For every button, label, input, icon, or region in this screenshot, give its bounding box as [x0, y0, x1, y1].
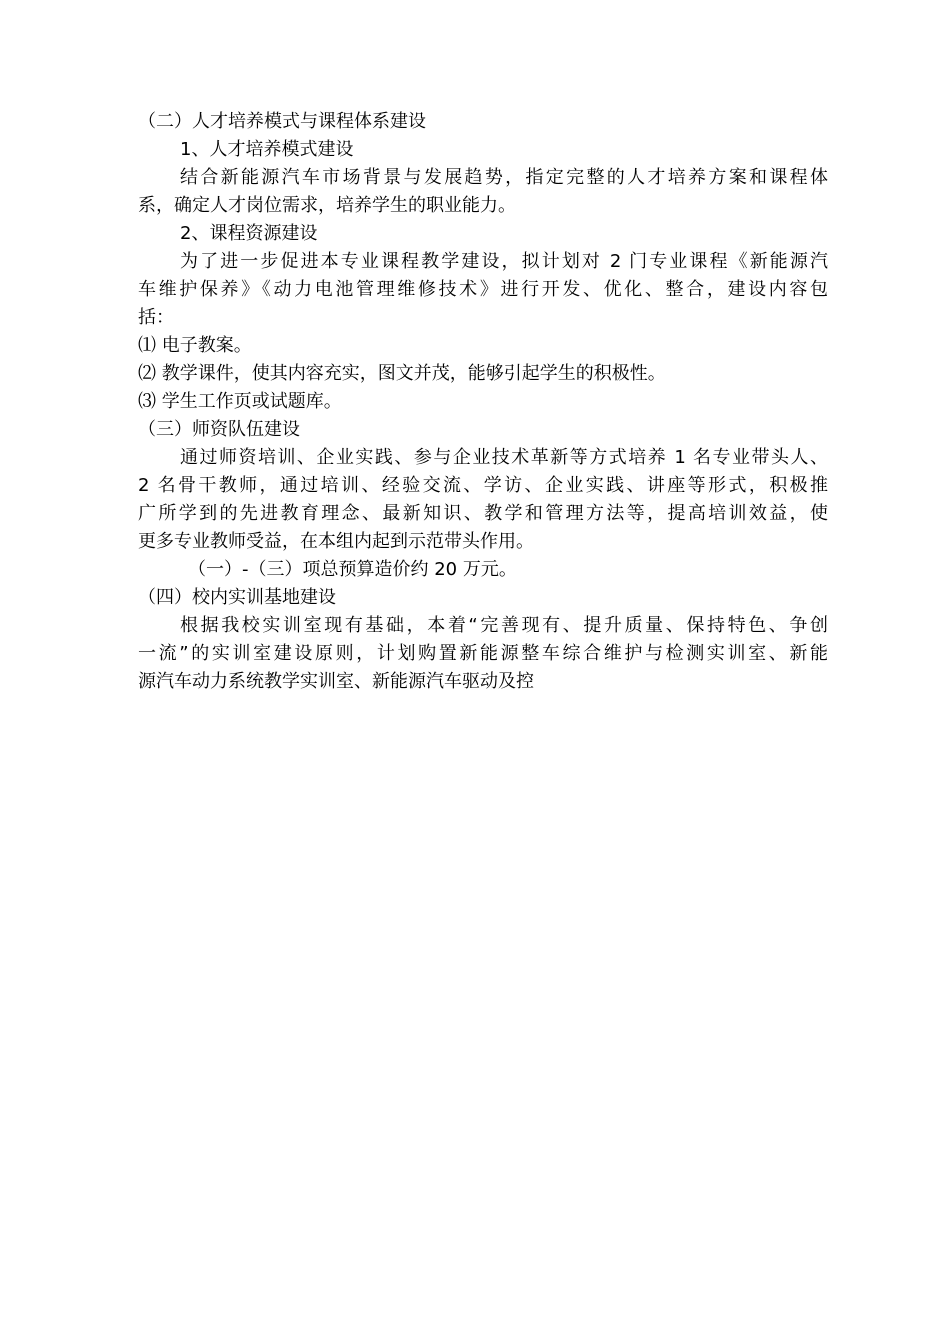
paragraph-line: 2 名骨干教师，通过培训、经验交流、学访、企业实践、讲座等形式，积极推 [138, 475, 828, 496]
document-body [138, 108, 828, 696]
subsection-heading-2: 2、课程资源建设 [180, 223, 318, 244]
paragraph-line: 广所学到的先进教育理念、最新知识、教学和管理方法等，提高培训效益，使 [138, 503, 828, 524]
paragraph-line: 根据我校实训室现有基础，本着“完善现有、提升质量、保持特色、争创 [180, 615, 828, 636]
list-item: ⑴ 电子教案。 [138, 335, 252, 356]
paragraph-line: 源汽车动力系统教学实训室、新能源汽车驱动及控 [138, 671, 534, 692]
paragraph-line: 为了进一步促进本专业课程教学建设，拟计划对 2 门专业课程《新能源汽 [180, 251, 828, 272]
paragraph-line: 通过师资培训、企业实践、参与企业技术革新等方式培养 1 名专业带头人、 [180, 447, 828, 468]
paragraph-line: 一流”的实训室建设原则，计划购置新能源整车综合维护与检测实训室、新能 [138, 643, 828, 664]
section-heading-4: （四）校内实训基地建设 [138, 587, 336, 608]
section-heading-3: （三）师资队伍建设 [138, 419, 300, 440]
list-item: ⑵ 教学课件，使其内容充实，图文并茂，能够引起学生的积极性。 [138, 363, 666, 384]
section-heading-2: （二）人才培养模式与课程体系建设 [138, 111, 426, 132]
paragraph-line: 括： [138, 307, 174, 328]
paragraph-line: 更多专业教师受益，在本组内起到示范带头作用。 [138, 531, 534, 552]
subsection-heading-1: 1、人才培养模式建设 [180, 139, 354, 160]
paragraph-line: 车维护保养》《动力电池管理维修技术》进行开发、优化、整合，建设内容包 [138, 279, 828, 300]
paragraph-line: 系，确定人才岗位需求，培养学生的职业能力。 [138, 195, 516, 216]
paragraph-line: 结合新能源汽车市场背景与发展趋势，指定完整的人才培养方案和课程体 [180, 167, 828, 188]
budget-note: （一）-（三）项总预算造价约 20 万元。 [188, 559, 517, 580]
list-item: ⑶ 学生工作页或试题库。 [138, 391, 342, 412]
